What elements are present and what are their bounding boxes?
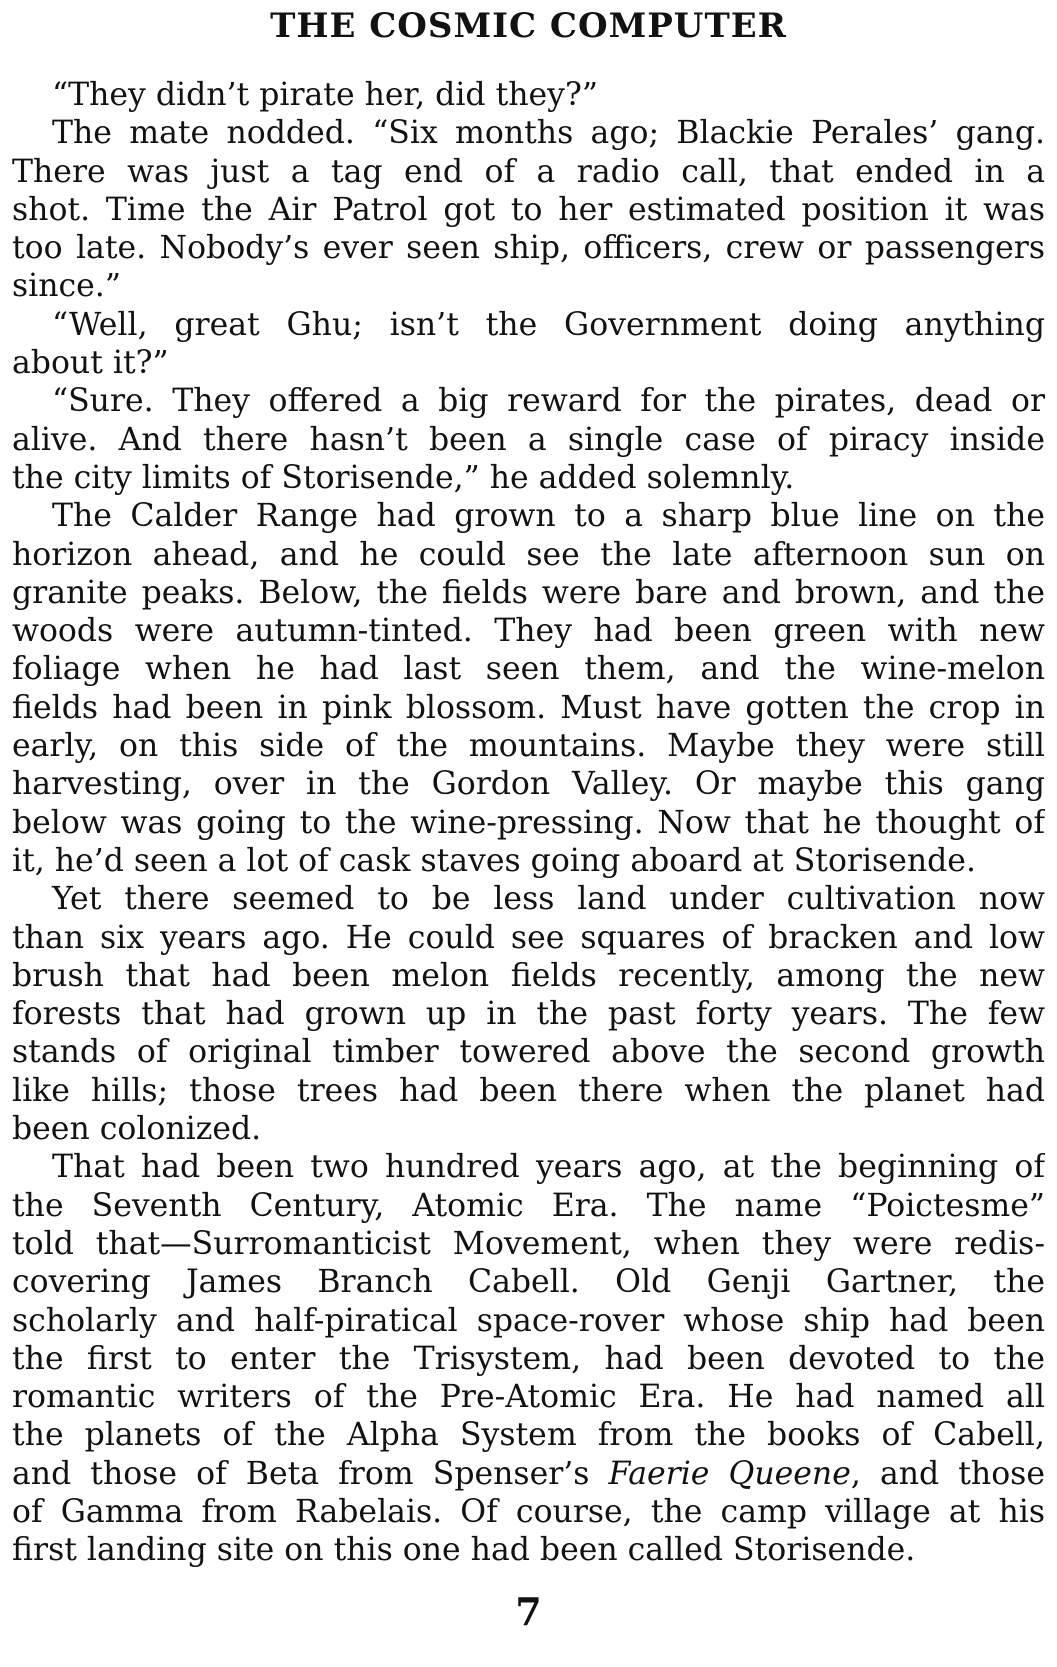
text-line: foliage when he had last seen them, and the wine-melon xyxy=(12,651,1045,688)
text-line-with-italic-title xyxy=(12,1455,1045,1493)
text-line: shot. Time the Air Patrol got to her estimated position it was xyxy=(12,191,1045,228)
body-text xyxy=(12,76,1045,1570)
text-line: The mate nodded. “Six months ago; Blackie Perales’ gang. xyxy=(52,115,1045,152)
text-line: like hills; those trees had been there when the planet had xyxy=(12,1072,1045,1109)
text-line: stands of original timber towered above the second growth xyxy=(12,1034,1045,1071)
running-head: THE COSMIC COMPUTER xyxy=(270,6,787,46)
text-line: granite peaks. Below, the fields were bare and brown, and the xyxy=(12,574,1045,611)
text-line: Yet there seemed to be less land under cultivation now xyxy=(52,881,1045,918)
text-line: brush that had been melon fields recently, among the new xyxy=(12,957,1045,994)
text-before-title: and those of Beta from Spenser’s xyxy=(12,1455,609,1492)
text-line: of Gamma from Rabelais. Of course, the camp village at his xyxy=(12,1493,1045,1530)
text-line: the Seventh Century, Atomic Era. The name “Poictesme” xyxy=(12,1187,1045,1224)
text-line: it, he’d seen a lot of cask staves going aboard at Storisende. xyxy=(12,842,976,879)
text-line: the first to enter the Trisystem, had been devoted to the xyxy=(12,1340,1045,1377)
text-line: “They didn’t pirate her, did they?” xyxy=(52,77,598,113)
text-line: forests that had grown up in the past forty years. The few xyxy=(12,996,1045,1033)
text-after-title: , and those xyxy=(850,1455,1045,1492)
text-line: That had been two hundred years ago, at the beginning of xyxy=(52,1149,1045,1186)
text-line: The Calder Range had grown to a sharp blue line on the xyxy=(52,498,1045,535)
text-line: horizon ahead, and he could see the late afternoon sun on xyxy=(12,536,1045,573)
text-line: below was going to the wine-pressing. Now that he thought of xyxy=(12,804,1045,841)
text-line: the planets of the Alpha System from the books of Cabell, xyxy=(12,1417,1045,1454)
text-line: romantic writers of the Pre-Atomic Era. He had named all xyxy=(12,1379,1045,1416)
text-line: the city limits of Storisende,” he added solemnly. xyxy=(12,459,795,496)
text-line: scholarly and half-piratical space-rover whose ship had been xyxy=(12,1302,1045,1339)
text-line: “Sure. They offered a big reward for the pirates, dead or xyxy=(52,383,1045,420)
text-line: early, on this side of the mountains. Maybe they were still xyxy=(12,728,1045,765)
text-line: told that—Surromanticist Movement, when they were redis- xyxy=(12,1225,1045,1262)
text-line: fields had been in pink blossom. Must have gotten the crop in xyxy=(12,689,1045,726)
text-line: alive. And there hasn’t been a single case of piracy inside xyxy=(12,421,1045,458)
book-title-italic: Faerie Queene xyxy=(608,1455,851,1492)
text-line: since.” xyxy=(12,268,121,305)
text-line: been colonized. xyxy=(12,1111,262,1148)
text-line: There was just a tag end of a radio call, that ended in a xyxy=(12,153,1045,190)
text-line: than six years ago. He could see squares of bracken and low xyxy=(12,919,1045,956)
text-line: covering James Branch Cabell. Old Genji Gartner, the xyxy=(12,1264,1045,1301)
text-line: harvesting, over in the Gordon Valley. Or maybe this gang xyxy=(12,766,1045,803)
text-line: woods were autumn-tinted. They had been green with new xyxy=(12,613,1045,650)
text-line: about it?” xyxy=(12,345,169,382)
text-line: “Well, great Ghu; isn’t the Government doing anything xyxy=(52,306,1045,343)
page-number: 7 xyxy=(515,1589,542,1634)
text-line: too late. Nobody’s ever seen ship, officers, crew or passengers xyxy=(12,230,1045,267)
text-line: first landing site on this one had been called Storisende. xyxy=(12,1532,916,1569)
